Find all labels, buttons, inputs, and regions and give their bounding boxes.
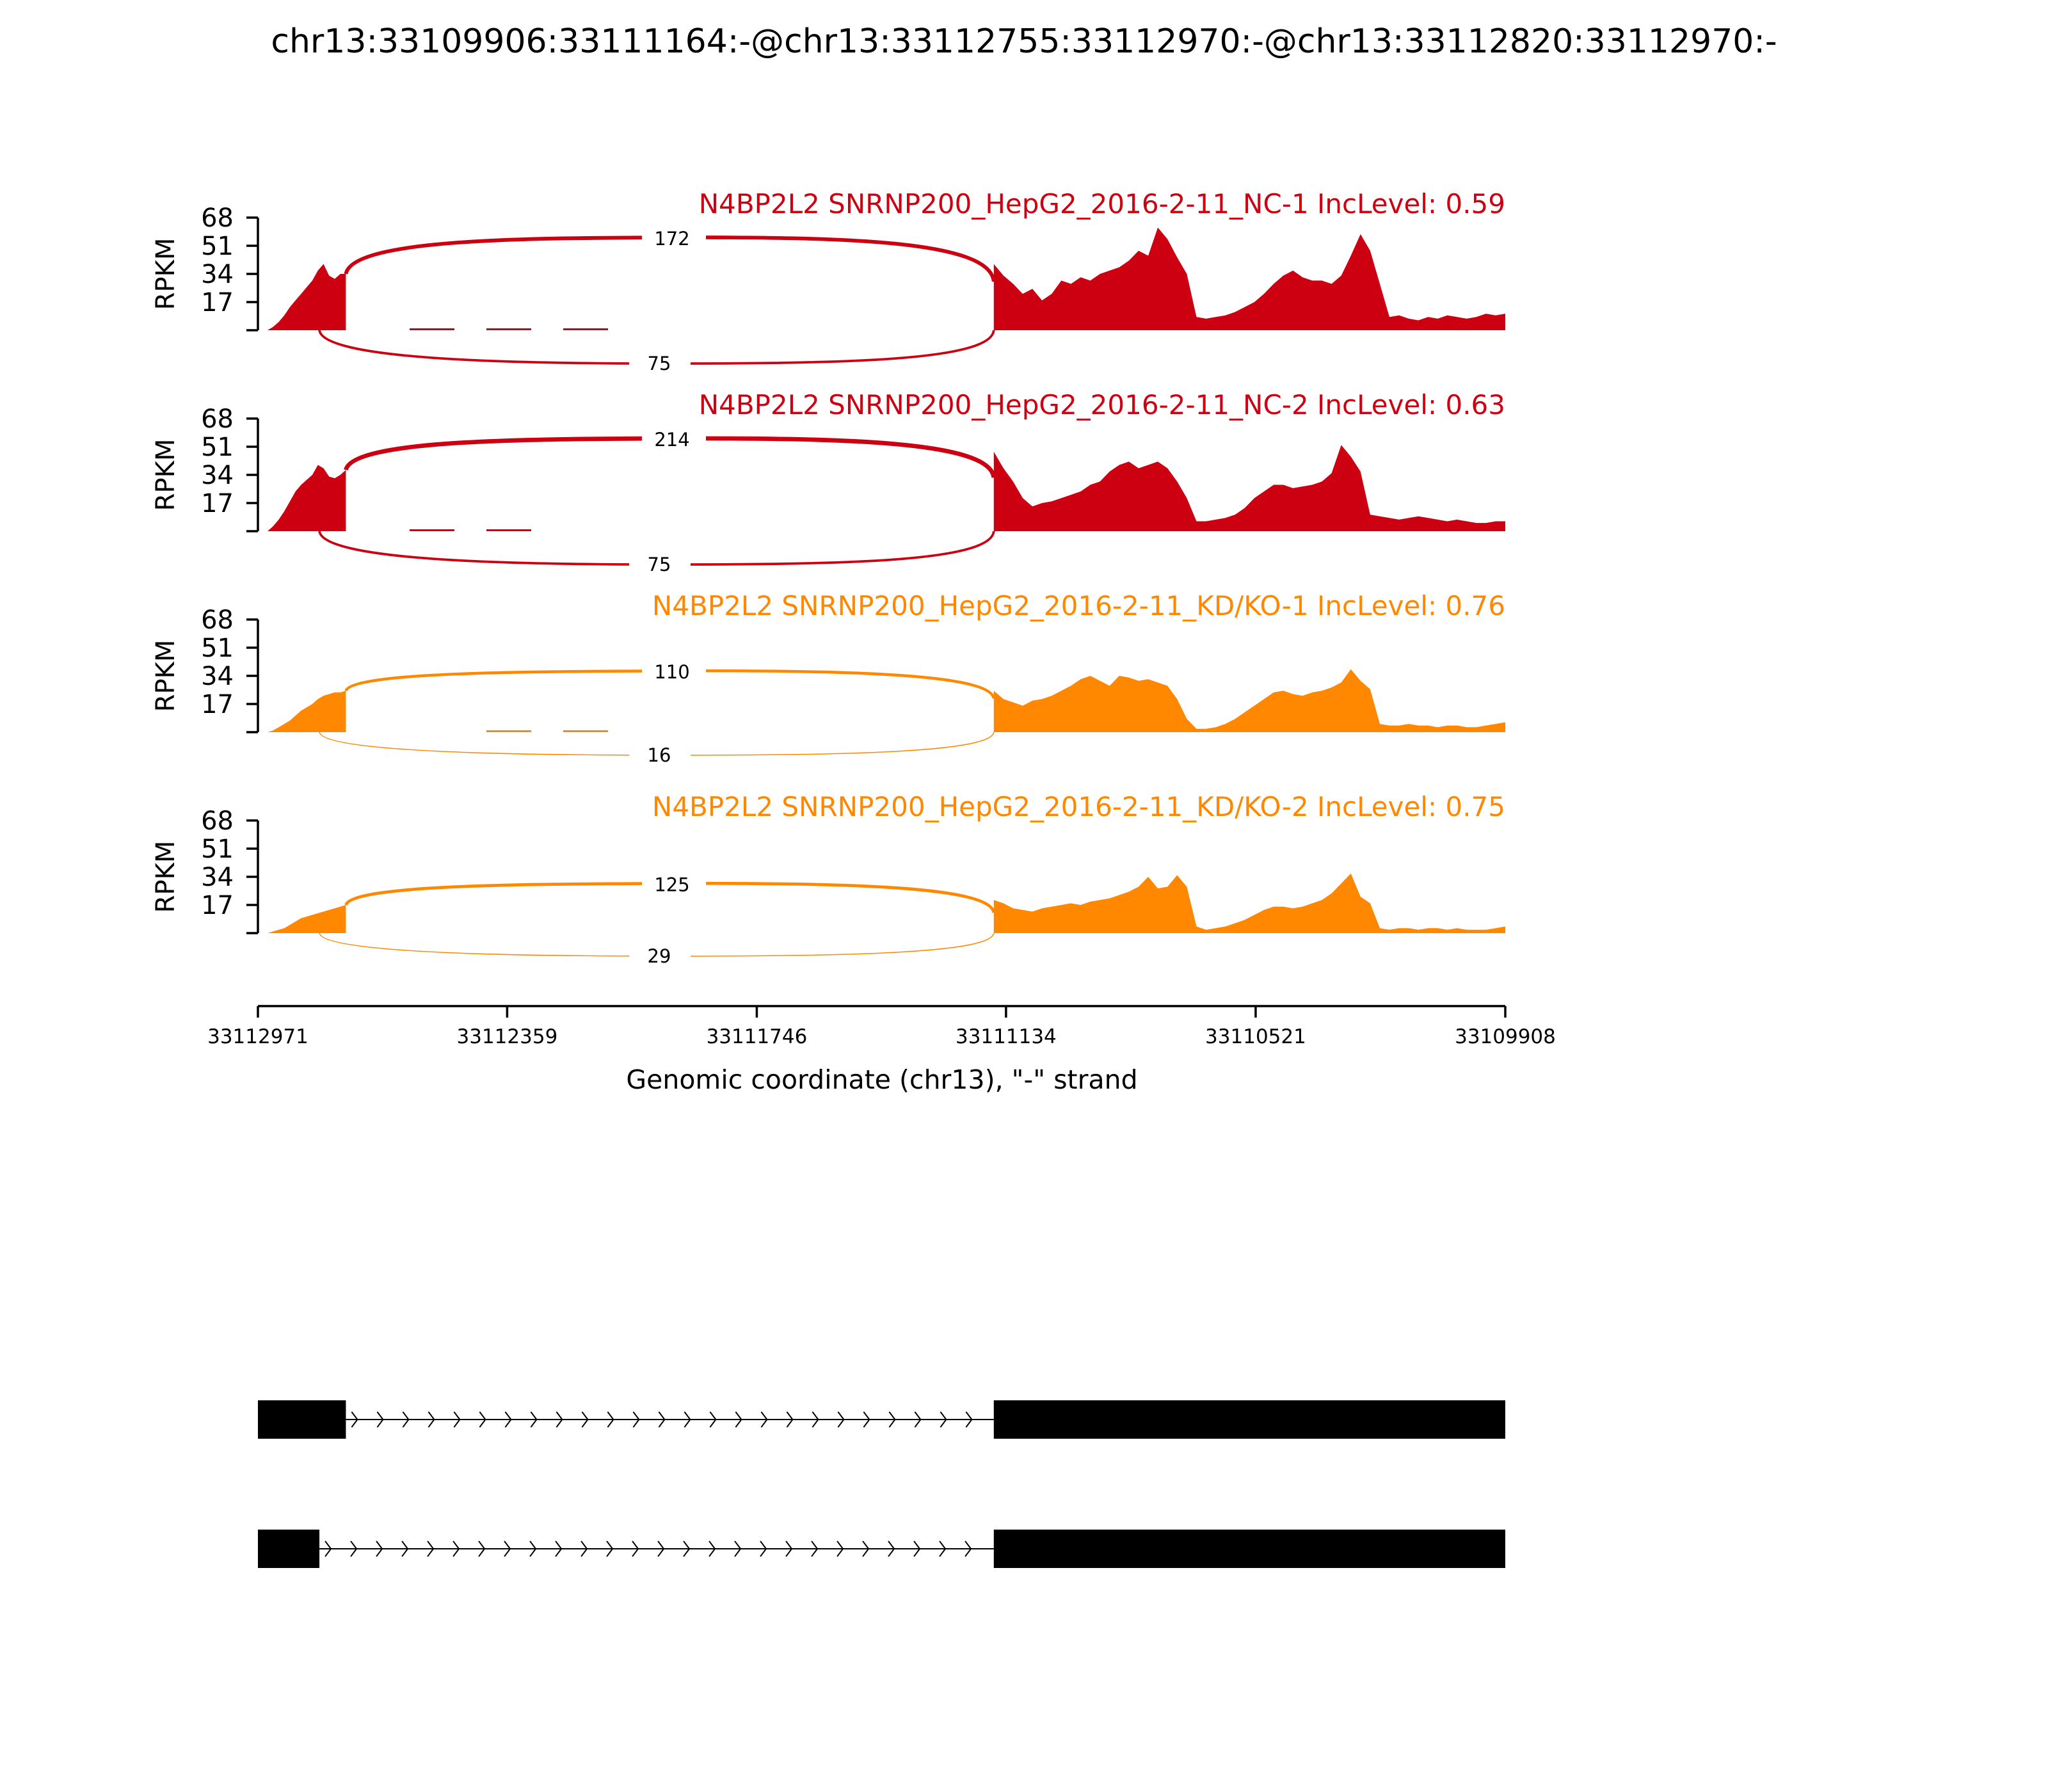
exon2-coverage-area <box>994 228 1505 331</box>
isoform-track <box>258 1530 1505 1568</box>
y-tick-label: 34 <box>201 863 234 892</box>
junction-count-lower: 16 <box>647 744 671 766</box>
x-tick-label: 33112971 <box>207 1025 308 1048</box>
gene-model <box>258 1400 1505 1568</box>
y-tick-label: 68 <box>201 204 234 233</box>
y-tick-label: 51 <box>201 433 234 462</box>
y-tick-label: 17 <box>201 690 234 719</box>
junction-count-lower: 75 <box>647 353 671 374</box>
x-tick-label: 33111134 <box>955 1025 1057 1048</box>
junction-count-upper: 172 <box>654 228 690 250</box>
exon-block <box>258 1530 319 1568</box>
exon-block <box>258 1400 346 1439</box>
exon1-coverage-area <box>268 465 346 532</box>
coverage-panel <box>151 188 1505 374</box>
y-tick-label: 34 <box>201 260 234 289</box>
intron-coverage-bar <box>486 730 531 732</box>
y-axis-label: RPKM <box>151 438 180 511</box>
exon-block <box>994 1400 1505 1439</box>
junction-count-lower: 75 <box>647 554 671 575</box>
x-axis-title: Genomic coordinate (chr13), "-" strand <box>626 1064 1138 1095</box>
y-tick-label: 51 <box>201 835 234 864</box>
intron-coverage-bar <box>486 328 531 330</box>
y-tick-label: 34 <box>201 461 234 490</box>
x-tick-label: 33111746 <box>706 1025 808 1048</box>
intron-coverage-bar <box>410 529 454 531</box>
intron-coverage-bar <box>486 529 531 531</box>
exon1-coverage-area <box>268 905 346 933</box>
sample-label: N4BP2L2 SNRNP200_HepG2_2016-2-11_NC-2 IncLevel: 0.63 <box>698 389 1505 420</box>
sample-label: N4BP2L2 SNRNP200_HepG2_2016-2-11_KD/KO-2 IncLevel: 0.75 <box>652 791 1505 822</box>
coverage-panel <box>151 389 1505 575</box>
exon2-coverage-area <box>994 874 1505 933</box>
y-tick-label: 51 <box>201 232 234 261</box>
y-tick-label: 51 <box>201 634 234 663</box>
y-tick-label: 68 <box>201 605 234 635</box>
y-tick-label: 17 <box>201 288 234 317</box>
junction-count-upper: 125 <box>654 874 690 896</box>
y-axis-label: RPKM <box>151 840 180 913</box>
junction-count-upper: 110 <box>654 661 690 684</box>
intron-coverage-bar <box>563 730 608 732</box>
isoform-track <box>258 1400 1505 1439</box>
x-axis <box>207 1006 1556 1095</box>
y-axis-label: RPKM <box>151 237 180 310</box>
sample-label: N4BP2L2 SNRNP200_HepG2_2016-2-11_NC-1 IncLevel: 0.59 <box>698 188 1505 220</box>
chart-title: chr13:33109906:33111164:-@chr13:33112755:33112970:-@chr13:33112820:33112970:- <box>271 22 1777 61</box>
exon1-coverage-area <box>268 264 346 331</box>
coverage-panels <box>151 188 1505 967</box>
y-tick-label: 34 <box>201 662 234 691</box>
y-tick-label: 68 <box>201 806 234 836</box>
y-tick-label: 68 <box>201 404 234 434</box>
x-tick-label: 33110521 <box>1205 1025 1306 1048</box>
y-tick-label: 17 <box>201 489 234 518</box>
intron-coverage-bar <box>410 328 454 330</box>
junction-count-upper: 214 <box>654 429 690 451</box>
y-tick-label: 17 <box>201 891 234 920</box>
exon-block <box>994 1530 1505 1568</box>
exon2-coverage-area <box>994 669 1505 732</box>
exon1-coverage-area <box>268 691 346 732</box>
coverage-panel <box>151 590 1505 766</box>
exon2-coverage-area <box>994 445 1505 531</box>
y-axis-label: RPKM <box>151 639 180 712</box>
x-tick-label: 33109908 <box>1455 1025 1556 1048</box>
intron-coverage-bar <box>563 328 608 330</box>
junction-count-lower: 29 <box>647 945 671 967</box>
sample-label: N4BP2L2 SNRNP200_HepG2_2016-2-11_KD/KO-1 IncLevel: 0.76 <box>652 590 1505 621</box>
coverage-panel <box>151 791 1505 967</box>
x-tick-label: 33112359 <box>456 1025 558 1048</box>
